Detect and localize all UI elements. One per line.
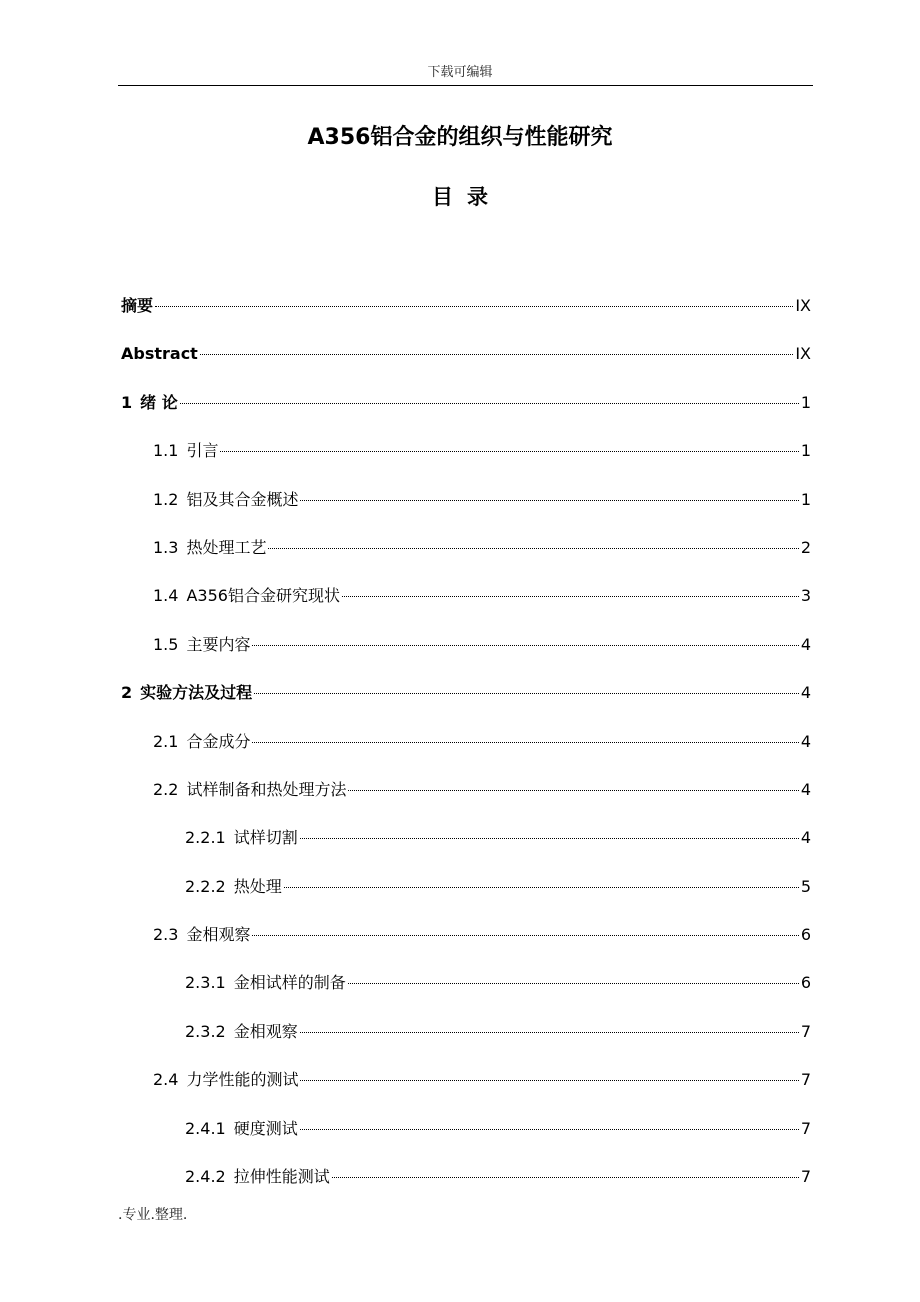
toc-entry-title: 力学性能的测试 — [186, 1070, 299, 1090]
toc-entry-number: 2 — [121, 683, 133, 703]
toc-entry-page-number: IX — [795, 296, 811, 315]
toc-dot-leader — [342, 596, 799, 597]
toc-entry-number: 2.3.1 — [185, 973, 226, 993]
toc-entry-number: 2.4.1 — [185, 1118, 226, 1138]
toc-dot-leader — [252, 742, 798, 743]
toc-entry[interactable] — [121, 486, 811, 534]
toc-entry-title: 金相观察 — [186, 925, 251, 945]
toc-entry-title: 热处理 — [233, 876, 282, 896]
toc-entry-number: 1.1 — [153, 441, 179, 461]
toc-entry-page-number: 3 — [800, 586, 811, 606]
toc-entry-number: 2.4 — [153, 1070, 179, 1090]
toc-entry[interactable] — [121, 1163, 811, 1211]
toc-entry[interactable] — [121, 728, 811, 776]
header-divider — [118, 85, 813, 86]
toc-dot-leader — [200, 354, 793, 355]
document-title: A356铝合金的组织与性能研究 — [307, 125, 613, 150]
toc-entry[interactable] — [121, 292, 811, 340]
toc-dot-leader — [254, 693, 799, 694]
toc-dot-leader — [252, 935, 798, 936]
toc-entry-number: 1.2 — [153, 489, 179, 509]
toc-entry[interactable] — [121, 582, 811, 630]
toc-dot-leader — [220, 451, 798, 452]
toc-entry-page-number: 1 — [800, 441, 811, 461]
toc-entry-page-number: 4 — [800, 828, 811, 848]
toc-entry-title: Abstract — [121, 344, 198, 364]
toc-dot-leader — [300, 500, 798, 501]
toc-entry-title: 拉伸性能测试 — [233, 1167, 330, 1187]
table-of-contents — [121, 292, 811, 1211]
toc-entry-title: 金相试样的制备 — [233, 973, 346, 993]
toc-dot-leader — [180, 403, 799, 404]
toc-entry-title: 合金成分 — [186, 731, 251, 751]
toc-entry[interactable] — [121, 824, 811, 872]
toc-entry-title: 实验方法及过程 — [140, 683, 253, 703]
toc-heading: 目录 — [432, 185, 502, 209]
toc-dot-leader — [284, 887, 799, 888]
toc-entry-number: 2.3 — [153, 925, 179, 945]
toc-dot-leader — [252, 645, 798, 646]
toc-dot-leader — [348, 790, 798, 791]
toc-entry-title: 热处理工艺 — [186, 537, 267, 557]
toc-entry-title: 摘要 — [121, 296, 154, 315]
toc-entry-page-number: IX — [795, 344, 811, 364]
toc-dot-leader — [348, 983, 799, 984]
toc-entry-title: A356铝合金研究现状 — [186, 586, 340, 606]
toc-dot-leader — [155, 306, 793, 307]
toc-entry-title: 试样切割 — [233, 828, 298, 848]
toc-entry-page-number: 2 — [800, 537, 811, 557]
toc-entry-page-number: 7 — [800, 1167, 811, 1187]
toc-entry[interactable] — [121, 969, 811, 1017]
toc-entry-number: 1.3 — [153, 537, 179, 557]
toc-entry-number: 1.5 — [153, 634, 179, 654]
toc-entry[interactable] — [121, 389, 811, 437]
toc-entry-title: 绪 论 — [140, 392, 178, 412]
toc-entry[interactable] — [121, 679, 811, 727]
toc-dot-leader — [300, 838, 799, 839]
toc-entry[interactable] — [121, 1115, 811, 1163]
toc-entry-number: 2.2.1 — [185, 828, 226, 848]
toc-dot-leader — [268, 548, 798, 549]
toc-dot-leader — [300, 1080, 798, 1081]
toc-entry-number: 2.4.2 — [185, 1167, 226, 1187]
toc-entry-title: 主要内容 — [186, 634, 251, 654]
toc-entry-page-number: 1 — [800, 489, 811, 509]
toc-entry[interactable] — [121, 631, 811, 679]
toc-entry[interactable] — [121, 776, 811, 824]
toc-entry[interactable] — [121, 437, 811, 485]
toc-entry[interactable] — [121, 1018, 811, 1066]
toc-entry-page-number: 6 — [800, 925, 811, 945]
toc-entry-title: 铝及其合金概述 — [186, 489, 299, 509]
toc-entry-number: 2.2.2 — [185, 876, 226, 896]
toc-entry-number: 2.1 — [153, 731, 179, 751]
toc-entry[interactable] — [121, 873, 811, 921]
toc-entry-title: 硬度测试 — [233, 1118, 298, 1138]
toc-entry-number: 1 — [121, 392, 133, 412]
toc-entry-title: 试样制备和热处理方法 — [186, 779, 347, 799]
toc-entry-title: 金相观察 — [233, 1021, 298, 1041]
toc-entry[interactable] — [121, 921, 811, 969]
toc-entry[interactable] — [121, 340, 811, 388]
page-footer-text: .专业.整理. — [118, 1207, 188, 1223]
toc-entry-page-number: 4 — [800, 683, 811, 703]
toc-dot-leader — [300, 1129, 799, 1130]
toc-entry-page-number: 7 — [800, 1070, 811, 1090]
toc-entry[interactable] — [121, 1066, 811, 1114]
toc-entry-page-number: 6 — [800, 973, 811, 993]
toc-entry[interactable] — [121, 534, 811, 582]
toc-entry-page-number: 5 — [800, 876, 811, 896]
toc-entry-number: 2.3.2 — [185, 1021, 226, 1041]
toc-entry-page-number: 4 — [800, 731, 811, 751]
toc-entry-page-number: 1 — [800, 392, 811, 412]
toc-entry-page-number: 4 — [800, 779, 811, 799]
toc-entry-number: 2.2 — [153, 779, 179, 799]
toc-dot-leader — [300, 1032, 799, 1033]
toc-entry-title: 引言 — [186, 441, 219, 461]
toc-dot-leader — [332, 1177, 799, 1178]
toc-entry-page-number: 7 — [800, 1021, 811, 1041]
toc-entry-number: 1.4 — [153, 586, 179, 606]
toc-entry-page-number: 4 — [800, 634, 811, 654]
toc-entry-page-number: 7 — [800, 1118, 811, 1138]
page-header-text: 下载可编辑 — [427, 65, 493, 80]
